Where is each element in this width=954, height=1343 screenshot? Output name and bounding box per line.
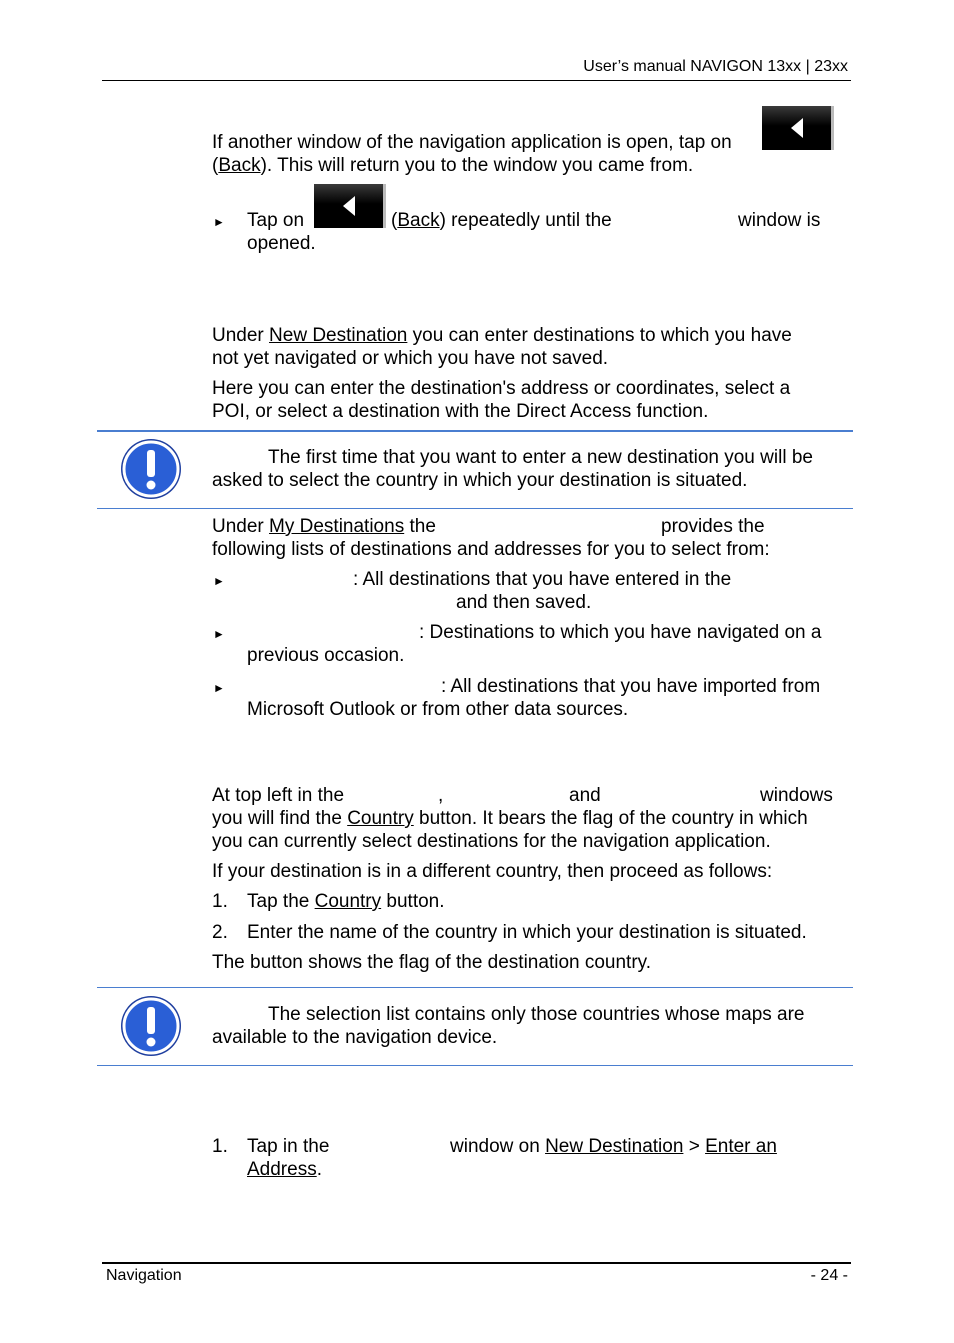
- my-dest-b2-line1: : Destinations to which you have navigated on a: [419, 622, 822, 643]
- back-bullet-text: (Back) repeatedly until the: [391, 210, 612, 231]
- new-destination-link[interactable]: New Destination: [269, 325, 408, 346]
- country-step2: Enter the name of the country in which your destination is situated.: [247, 922, 807, 943]
- new-dest-p1-line2: not yet navigated or which you have not saved.: [212, 348, 609, 369]
- footer-rule: [102, 1262, 851, 1264]
- triangle-bullet-icon: ►: [213, 574, 225, 588]
- address-step-line2: Address.: [247, 1159, 322, 1180]
- exclamation-icon: [119, 437, 183, 501]
- exclamation-icon: [119, 994, 183, 1058]
- my-dest-p-tail: provides the: [661, 516, 765, 537]
- note-top-rule: [97, 430, 853, 432]
- country-p3: The button shows the flag of the destination country.: [212, 952, 652, 973]
- country-p1-line3: you can currently select destinations for the navigation application.: [212, 831, 771, 852]
- my-dest-p-a: Under My Destinations the: [212, 516, 436, 537]
- back-intro-line2: (Back). This will return you to the window you came from.: [212, 155, 694, 176]
- my-dest-b2-line2: previous occasion.: [247, 645, 405, 666]
- back-arrow-icon: [329, 184, 369, 228]
- address-step-number: 1.: [212, 1136, 228, 1157]
- back-bullet-tail: window is: [738, 210, 821, 231]
- step2-number: 2.: [212, 922, 228, 943]
- step1-number: 1.: [212, 891, 228, 912]
- note2-line1: The selection list contains only those countries whose maps are: [268, 1004, 805, 1025]
- note1-line1: The first time that you want to enter a new destination you will be: [268, 447, 813, 468]
- footer-section: Navigation: [106, 1267, 182, 1284]
- new-dest-p2-line1: Here you can enter the destination's address or coordinates, select a: [212, 378, 791, 399]
- country-p1-comma: ,: [438, 785, 444, 806]
- new-dest-p1: Under New Destination you can enter destinations to which you have: [212, 325, 792, 346]
- page-number: - 24 -: [810, 1267, 848, 1284]
- enter-address-link-2[interactable]: Address: [247, 1159, 317, 1180]
- enter-address-link[interactable]: Enter an: [705, 1136, 777, 1157]
- back-arrow-icon: [777, 106, 817, 150]
- country-link[interactable]: Country: [347, 808, 414, 829]
- country-p1-and: and: [569, 785, 601, 806]
- back-bullet-line2: opened.: [247, 233, 316, 254]
- triangle-bullet-icon: ►: [213, 627, 225, 641]
- country-link-2[interactable]: Country: [314, 891, 382, 912]
- address-step-pre: Tap in the: [247, 1136, 330, 1157]
- triangle-bullet-icon: ►: [213, 215, 225, 229]
- country-p1-windows: windows: [760, 785, 833, 806]
- back-button-2[interactable]: [314, 184, 386, 228]
- triangle-bullet-icon: ►: [213, 681, 225, 695]
- new-destination-link-2[interactable]: New Destination: [545, 1136, 684, 1157]
- my-dest-b3-line1: : All destinations that you have imported from: [441, 676, 821, 697]
- back-intro-line1: If another window of the navigation application is open, tap on: [212, 132, 732, 153]
- note-bottom-rule: [97, 508, 853, 509]
- note2-line2: available to the navigation device.: [212, 1027, 498, 1048]
- my-dest-b1-line1: : All destinations that you have entered in the: [353, 569, 732, 590]
- header-title: User’s manual NAVIGON 13xx | 23xx: [583, 58, 848, 75]
- note1-line2: asked to select the country in which your destination is situated.: [212, 470, 748, 491]
- my-dest-b1-line2: and then saved.: [456, 592, 592, 613]
- country-p2: If your destination is in a different country, then proceed as follows:: [212, 861, 773, 882]
- note-top-rule: [97, 987, 853, 988]
- back-link-2[interactable]: Back: [397, 210, 440, 231]
- country-p1-a: At top left in the: [212, 785, 345, 806]
- country-step1: Tap the Country button.: [247, 891, 445, 912]
- back-bullet-pre: Tap on: [247, 210, 305, 231]
- my-dest-p-line2: following lists of destinations and addresses for you to select from:: [212, 539, 770, 560]
- new-dest-p2-line2: POI, or select a destination with the Direct Access function.: [212, 401, 709, 422]
- my-dest-b3-line2: Microsoft Outlook or from other data sources.: [247, 699, 629, 720]
- back-button[interactable]: [762, 106, 834, 150]
- address-step-line1: window on New Destination > Enter an: [450, 1136, 777, 1157]
- back-link[interactable]: Back: [218, 155, 261, 176]
- my-destinations-link[interactable]: My Destinations: [269, 516, 405, 537]
- note-bottom-rule: [97, 1065, 853, 1066]
- country-p1-line2: you will find the Country button. It bears the flag of the country in which: [212, 808, 808, 829]
- header-rule: [102, 80, 851, 81]
